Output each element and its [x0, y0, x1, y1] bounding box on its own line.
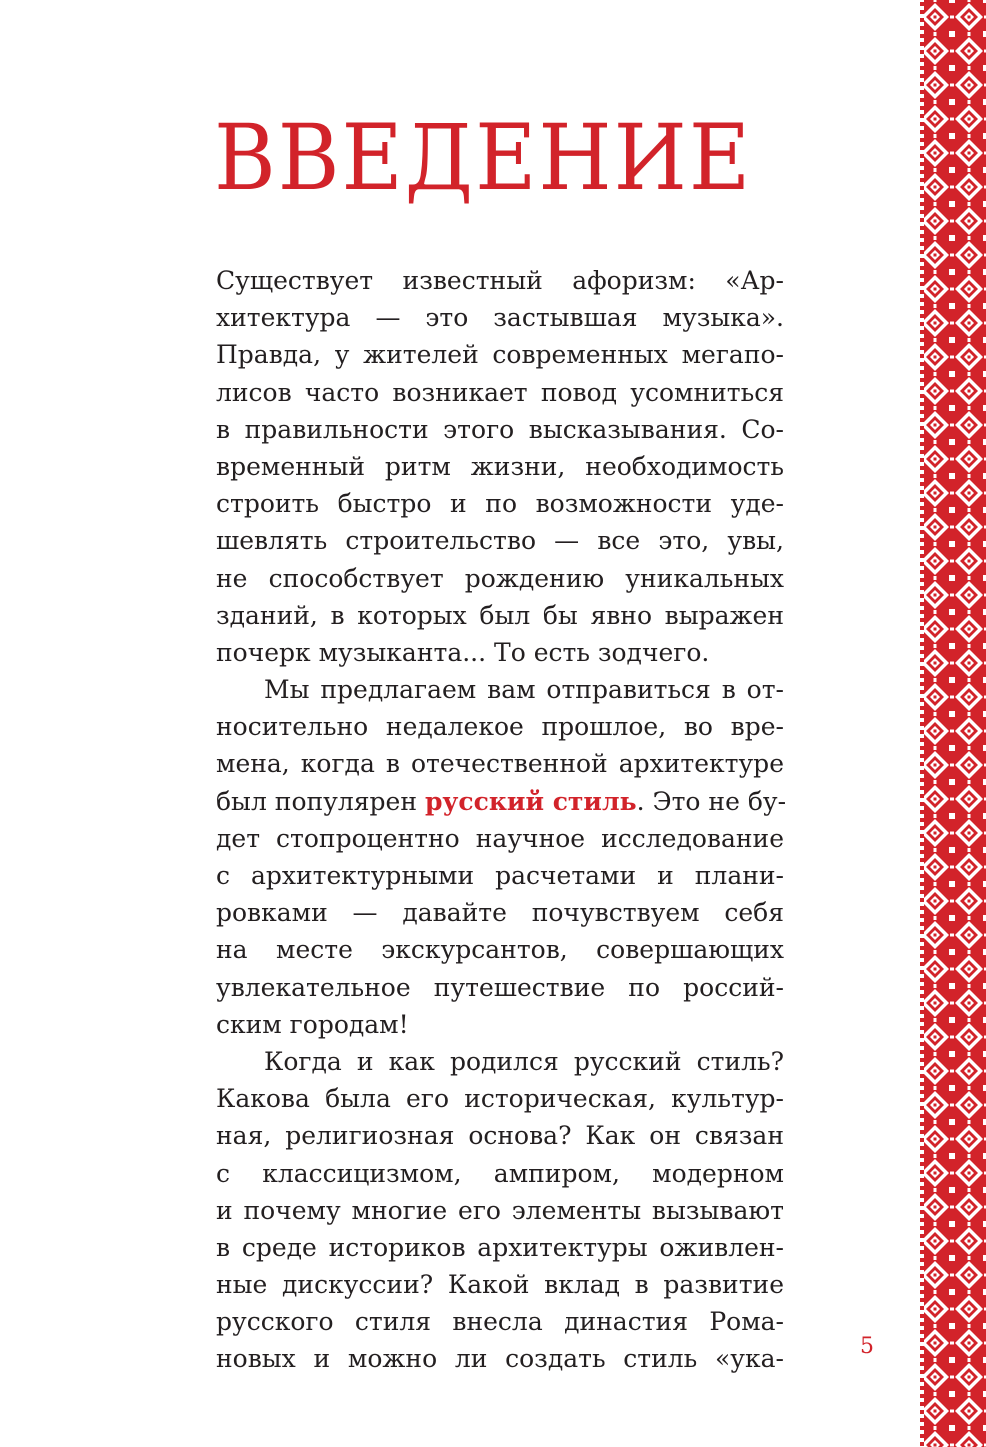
text-line: временный ритм жизни, необходимость	[216, 451, 784, 481]
text-line: ная, религиозная основа? Как он связан	[216, 1121, 784, 1151]
text-line: не способствует рождению уникальных	[216, 563, 784, 593]
text-line-with-highlight	[216, 783, 787, 820]
text-line: ные дискуссии? Какой вклад в развитие	[216, 1270, 784, 1300]
ornament-body	[924, 0, 986, 1447]
text-line: и почему многие его элементы вызывают	[216, 1195, 784, 1225]
text-line: почерк музыканта... То есть зодчего.	[216, 637, 710, 667]
paragraph-1	[216, 262, 784, 671]
text-line: мена, когда в отечественной архитектуре	[216, 749, 784, 779]
page-number: 5	[860, 1334, 874, 1359]
text-line: в правильности этого высказывания. Со-	[216, 414, 784, 444]
text-line: Какова была его историческая, культур-	[216, 1084, 784, 1114]
text-line: шевлять строительство — все это, увы,	[216, 526, 784, 556]
text-line: лисов часто возникает повод усомниться	[216, 377, 784, 407]
text-line: увлекательное путешествие по россий-	[216, 972, 784, 1002]
body-text	[216, 262, 787, 1378]
text-line: Правда, у жителей современных мегапо-	[216, 340, 784, 370]
text-line: ровками — давайте почувствуем себя	[216, 898, 784, 928]
chapter-title: ВВЕДЕНИЕ	[214, 104, 753, 211]
paragraph-3	[216, 1043, 784, 1378]
text-line: новых и можно ли создать стиль «ука-	[216, 1344, 784, 1374]
text-line: ским городам!	[216, 1009, 409, 1039]
text-line: Когда и как родился русский стиль?	[264, 1046, 784, 1076]
text-line: Мы предлагаем вам отправиться в от-	[264, 675, 784, 705]
text-line: хитектура — это застывшая музыка».	[216, 303, 784, 333]
paragraph-2	[216, 671, 787, 1043]
text-line: русского стиля внесла династия Рома-	[216, 1307, 784, 1337]
text-fragment: был популярен	[216, 786, 425, 816]
ornament-edge-left	[918, 0, 924, 1447]
text-line: в среде историков архитектуры оживлен-	[216, 1232, 784, 1262]
text-line: на месте экскурсантов, совершающих	[216, 935, 784, 965]
text-line: Существует известный афоризм: «Ар-	[216, 266, 784, 295]
text-line: с архитектурными расчетами и плани-	[216, 861, 784, 890]
text-line: зданий, в которых был бы явно выражен	[216, 600, 784, 630]
embroidery-ornament-border	[918, 0, 986, 1447]
text-line: с классицизмом, ампиром, модерном	[216, 1158, 784, 1188]
text-line: дет стопроцентно научное исследование	[216, 823, 784, 853]
text-line: носительно недалекое прошлое, во вре-	[216, 712, 784, 742]
highlighted-term: русский стиль	[424, 786, 637, 816]
text-line: строить быстро и по возможности уде-	[216, 489, 784, 519]
text-fragment: . Это не бу-	[636, 786, 787, 816]
